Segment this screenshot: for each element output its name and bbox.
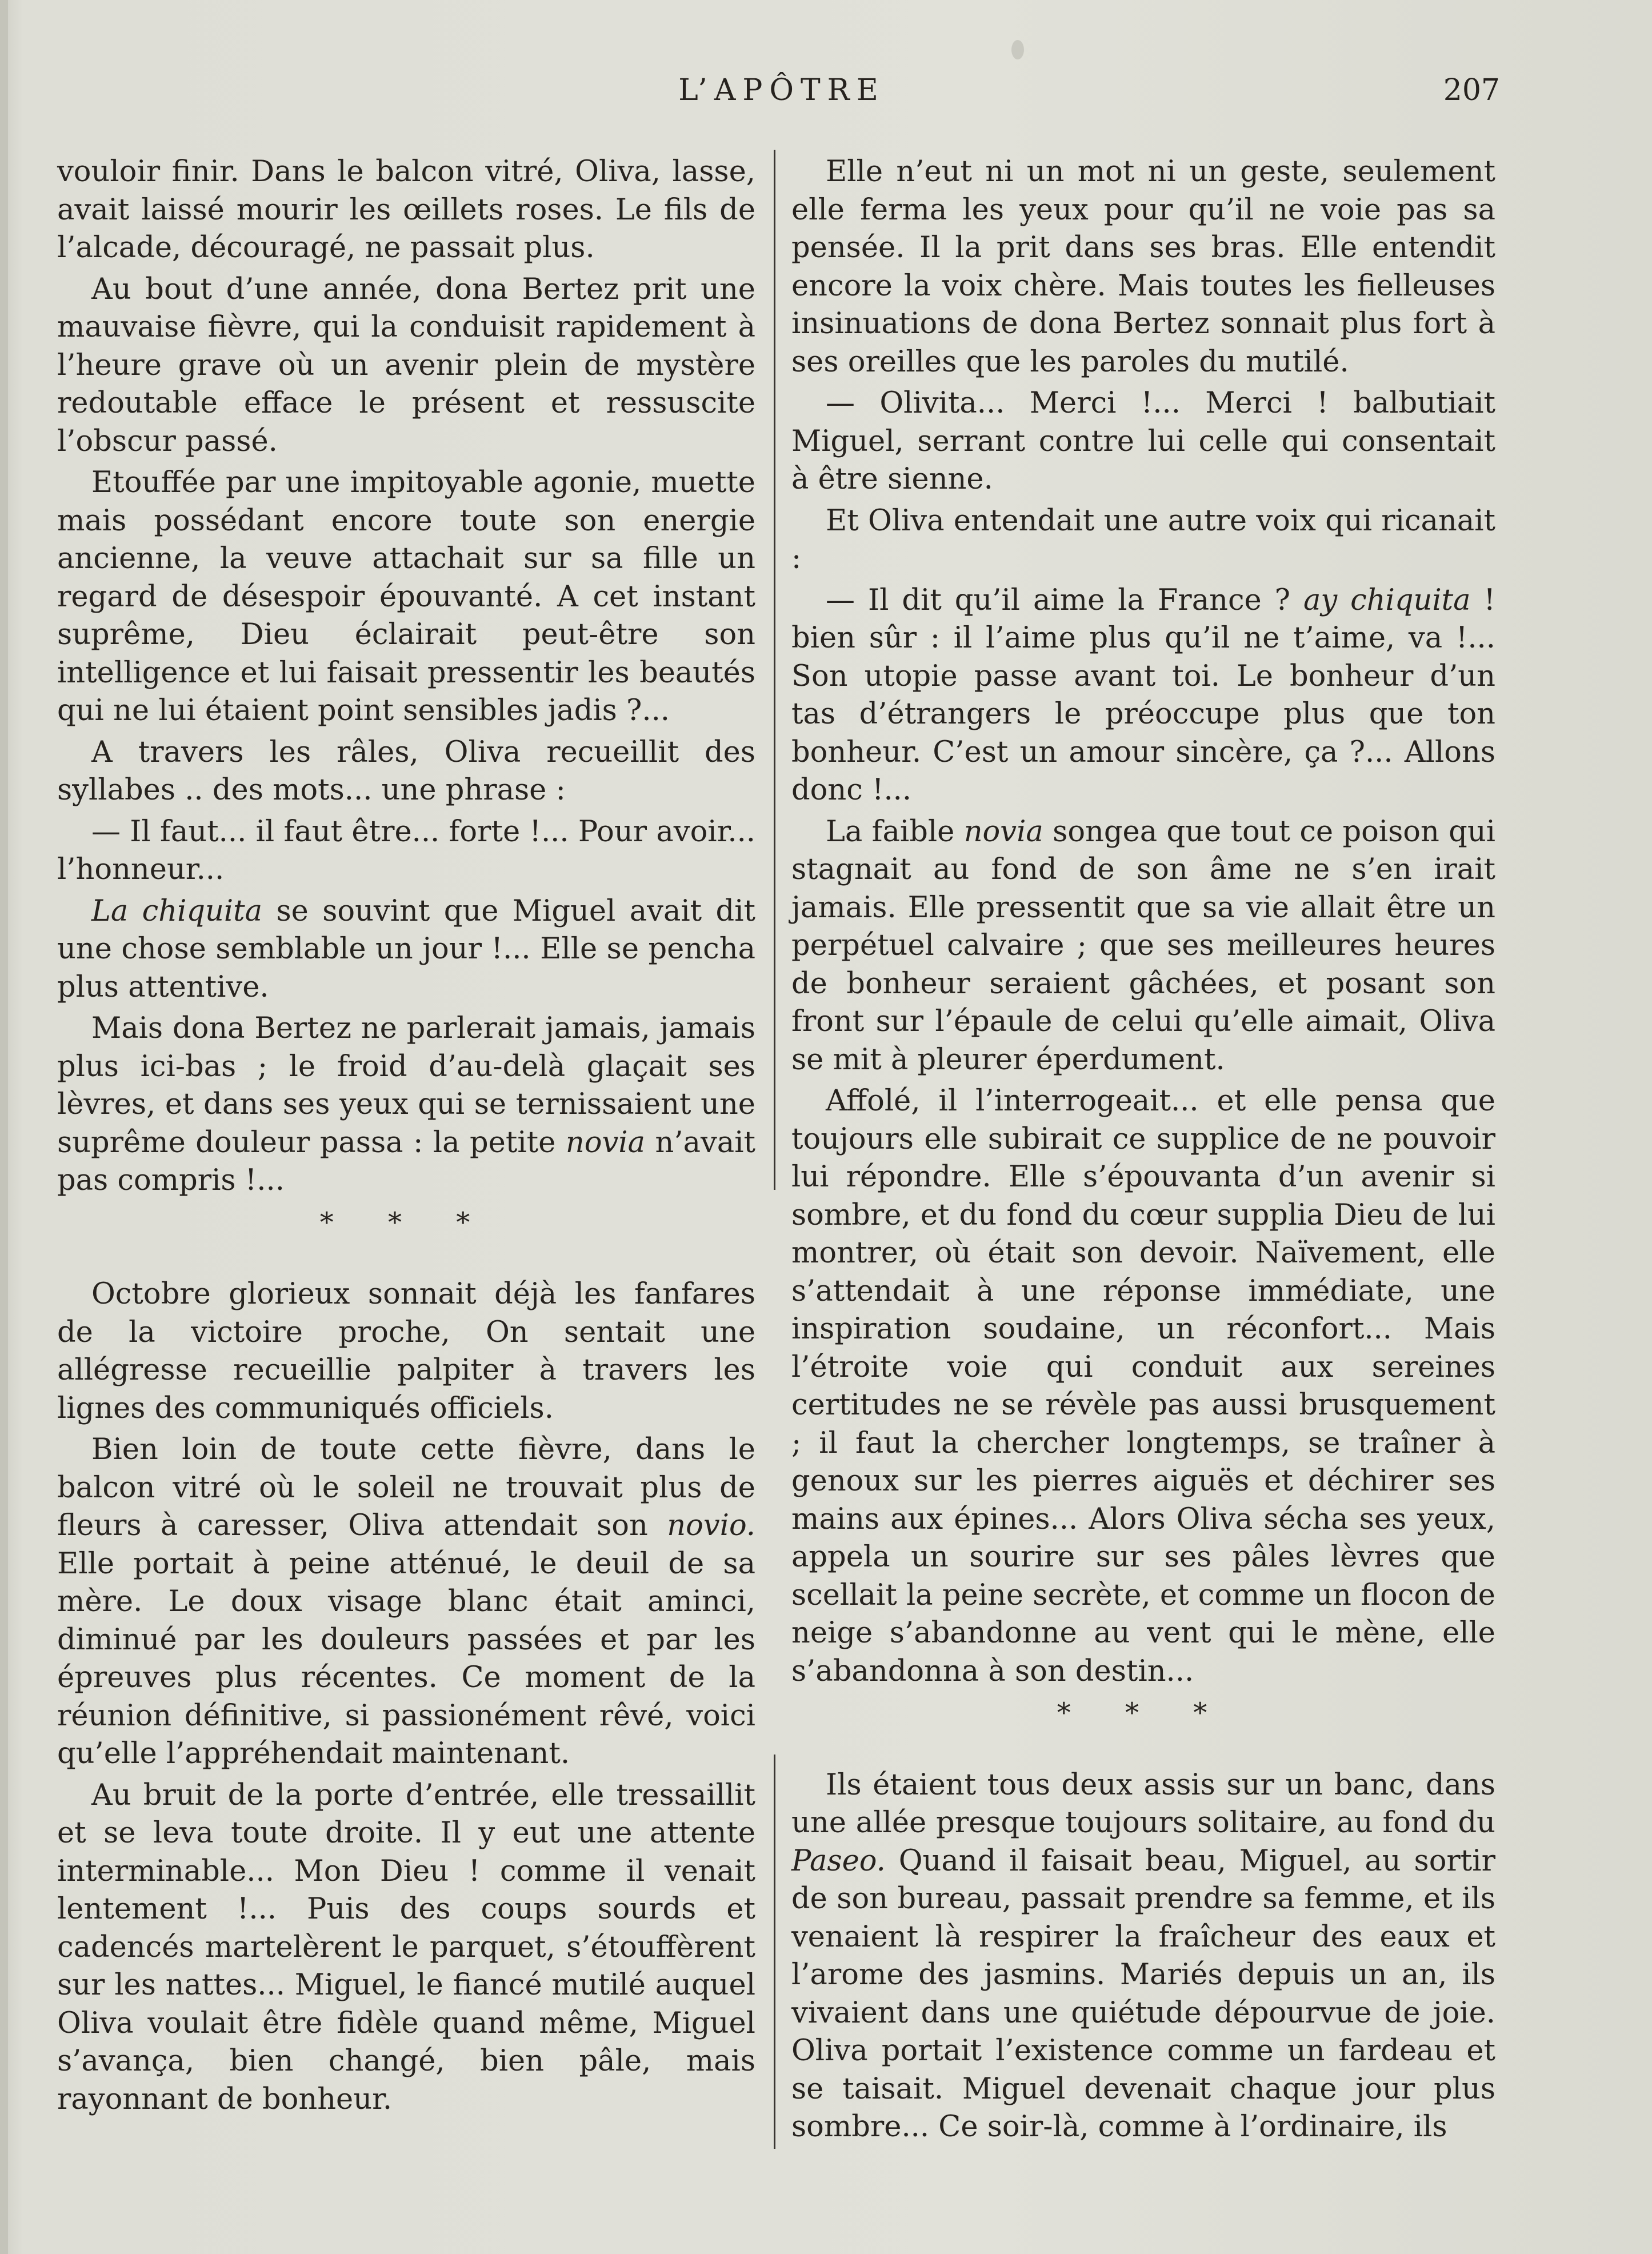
paragraph: Elle n’eut ni un mot ni un geste, seulement elle ferma les yeux pour qu’il ne voie pas sa pensée. Il la prit dans ses bras. Elle entendit encore la voix chère. Mais toutes les fielleuses insinuations de dona Bertez sonnait plus fort à ses oreilles que les paroles du mutilé.: [791, 155, 1495, 379]
section-separator: * * *: [319, 1206, 493, 1238]
paragraph: Au bout d’une année, dona Bertez prit une mauvaise fièvre, qui la conduisit rapidement à l’heure grave où un avenir plein de mystère redoutable efface le présent et ressuscite l’obscur passé.: [57, 272, 755, 458]
page-edge-shadow: [0, 0, 8, 2254]
paragraph: vouloir finir. Dans le balcon vitré, Oliva, lasse, avait laissé mourir les œillets roses. Le fils de l’alcade, découragé, ne passait plus.: [57, 155, 755, 265]
paragraph: [57, 893, 755, 1007]
paragraph: [791, 813, 1495, 1080]
italic-phrase: novio.: [667, 1509, 755, 1542]
paragraph: [57, 1431, 755, 1773]
right-column: [791, 153, 1495, 2150]
text-run: Ils étaient tous deux assis sur un banc, dans une allée presque toujours solitaire, au fond du: [791, 1768, 1495, 1840]
paragraph: — Il faut... il faut être... forte !... Pour avoir... l’honneur...: [57, 814, 755, 886]
text-run: Quand il faisait beau, Miguel, au sortir de son bureau, passait prendre sa femme, et ils venaient là respirer la fraîcheur des eaux et l’arome des jasmins. Mariés depuis un an, ils vivaient dans une quiétude dépourvue de joie. Oliva portait l’existence comme un fardeau et se taisait. Miguel devenait chaque jour plus sombre... Ce soir-là, comme à l’ordinaire, ils: [791, 1844, 1495, 2144]
section-separator: * * *: [1057, 1697, 1230, 1729]
column-rule-lower: [774, 1755, 775, 2149]
left-column: [57, 153, 755, 2122]
text-run: La faible: [826, 814, 964, 849]
paragraph: Octobre glorieux sonnait déjà les fanfares de la victoire proche, On sentait une allégresse recueillie palpiter à travers les lignes des communiqués officiels.: [57, 1277, 755, 1425]
paper-blemish: [1011, 40, 1024, 59]
italic-phrase: ay chiquita: [1303, 583, 1471, 617]
italic-phrase: novia: [565, 1125, 645, 1160]
text-run: Mais dona Bertez ne parlerait jamais, jamais plus ici-bas ; le froid d’au-delà glaçait ses lèvres, et dans ses yeux qui se ternissaient une suprême douleur passa : la petite: [57, 1012, 755, 1160]
text-run: n’avait pas compris !...: [57, 1125, 756, 1197]
paragraph: Et Oliva entendait une autre voix qui ricanait :: [791, 503, 1495, 576]
text-run: ! bien sûr : il l’aime plus qu’il ne t’aime, va !... Son utopie passe avant toi. Le bonheur d’un tas d’étrangers le préoccupe plus que ton bonheur. C’est un amour sincère, ça ?... Allons donc !...: [791, 583, 1495, 807]
text-run: Elle portait à peine atténué, le deuil de sa mère. Le doux visage blanc était aminci, diminué par les douleurs passées et par les épreuves plus récentes. Ce moment de la réunion définitive, si passionément rêvé, voici qu’elle l’appréhendait maintenant.: [57, 1546, 755, 1771]
paragraph: Affolé, il l’interrogeait... et elle pensa que toujours elle subirait ce supplice de ne pouvoir lui répondre. Elle s’épouvanta d’un avenir si sombre, et du fond du cœur supplia Dieu de lui montrer, où était son devoir. Naïvement, elle s’attendait à une réponse immédiate, une inspiration soudaine, un réconfort... Mais l’étroite voie qui conduit aux sereines certitudes ne se révèle pas aussi brusquement ; il faut la chercher longtemps, se traîner à genoux sur les pierres aiguës et déchirer ses mains aux épines... Alors Oliva sécha ses yeux, appela un sourire sur ses pâles lèvres que scellait la peine secrète, et comme un flocon de neige s’abandonne au vent qui le mène, elle s’abandonna à son destin...: [791, 1084, 1495, 1688]
paragraph: Etouffée par une impitoyable agonie, muette mais possédant encore toute son energie ancienne, la veuve attachait sur sa fille un regard de désespoir épouvanté. A cet instant suprême, Dieu éclairait peut-être son intelligence et lui faisait pressentir les beautés qui ne lui étaient point sensibles jadis ?...: [57, 466, 755, 728]
text-run: songea que tout ce poison qui stagnait au fond de son âme ne s’en irait jamais. Elle pressentit que sa vie allait être un perpétuel calvaire ; que ses meilleures heures de bonheur seraient gâchées, et posant son front sur l’épaule de celui qu’elle aimait, Oliva se mit à pleurer éperdument.: [791, 814, 1495, 1077]
italic-phrase: Paseo.: [791, 1844, 886, 1878]
text-run: se souvint que Miguel avait dit une chose semblable un jour !... Elle se pencha plus attentive.: [57, 894, 755, 1004]
italic-phrase: La chiquita: [91, 894, 263, 928]
column-rule-upper: [774, 150, 775, 1190]
paragraph: [791, 582, 1495, 810]
text-run: — Il dit qu’il aime la France ?: [826, 583, 1303, 617]
paragraph: A travers les râles, Oliva recueillit des syllabes .. des mots... une phrase :: [57, 735, 755, 807]
text-run: Bien loin de toute cette fièvre, dans le balcon vitré où le soleil ne trouvait plus de fleurs à caresser, Oliva attendait son: [57, 1433, 755, 1542]
running-title: L’APÔTRE: [678, 73, 885, 107]
paragraph: [791, 1767, 1495, 2147]
paragraph: — Olivita... Merci !... Merci ! balbutiait Miguel, serrant contre lui celle qui consentait à être sienne.: [791, 386, 1495, 496]
paragraph: Au bruit de la porte d’entrée, elle tressaillit et se leva toute droite. Il y eut une attente interminable... Mon Dieu ! comme il venait lentement !... Puis des coups sourds et cadencés martelèrent le parquet, s’étouffèrent sur les nattes... Miguel, le fiancé mutilé auquel Oliva voulait être fidèle quand même, Miguel s’avança, bien changé, bien pâle, mais rayonnant de bonheur.: [57, 1778, 755, 2116]
italic-phrase: novia: [963, 814, 1043, 849]
page-number: 207: [1443, 73, 1500, 107]
paragraph: [57, 1010, 755, 1200]
